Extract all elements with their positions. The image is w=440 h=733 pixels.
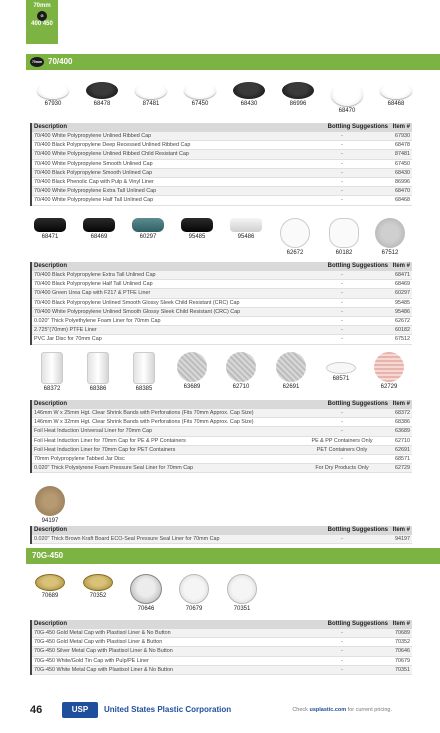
product-table-group2 (30, 262, 412, 345)
product-number: 68571 (332, 376, 350, 382)
gold-cap-icon (83, 574, 113, 591)
row-item: 60297 (395, 290, 410, 297)
product-image (275, 218, 315, 256)
table-row (32, 196, 412, 205)
table-row (32, 150, 412, 159)
side-tab-size: 70mm (33, 3, 51, 9)
row-desc: 70G-450 Silver Metal Cap with Plastisol Liner & No Button (34, 648, 173, 655)
row-sug: - (341, 169, 343, 176)
product-number: 62710 (232, 384, 250, 390)
product-number: 63689 (183, 384, 201, 390)
row-sug: - (341, 410, 343, 416)
row-desc: 70/400 Black Polypropylene Smooth Unlined Cap (34, 169, 153, 176)
row-sug: PET Containers Only (316, 446, 368, 453)
product-image (79, 218, 119, 240)
row-sug: - (341, 188, 343, 195)
product-image (271, 352, 311, 390)
col-suggestions: Bottling Suggestions (327, 401, 388, 407)
row-item: 70689 (395, 630, 410, 636)
product-number: 70646 (137, 606, 155, 612)
row-desc: 146mm W x 25mm Hgt. Clear Shrink Bands with Perforations (Fits 70mm Approx. Cap Size) (34, 410, 254, 416)
black-cap-icon (181, 218, 213, 232)
green-cap-icon (132, 218, 164, 232)
row-sug: - (341, 178, 343, 185)
product-image (177, 218, 217, 240)
product-image (278, 82, 318, 107)
row-item: 70646 (395, 648, 410, 655)
foam-seal-liner-icon (374, 352, 404, 382)
table-row (32, 446, 412, 455)
table-row (32, 535, 412, 544)
product-number: 87481 (142, 101, 160, 107)
product-number: 67450 (191, 101, 209, 107)
product-image (180, 82, 220, 107)
product-number: 95486 (237, 234, 255, 240)
row-desc: 70G-450 Gold Metal Cap with Plastisol Liner & No Button (34, 630, 171, 636)
black-cap-icon (86, 82, 118, 99)
product-number: 86996 (289, 101, 307, 107)
product-image (33, 82, 73, 107)
product-number: 62729 (380, 384, 398, 390)
product-number: 70352 (89, 593, 107, 599)
product-image (321, 352, 361, 382)
row-desc: 146mm W x 32mm Hgt. Clear Shrink Bands with Perforations (Fits 70mm Approx. Cap Size) (34, 419, 254, 426)
side-tab-line2: 400 450 (31, 21, 53, 27)
row-sug: - (341, 455, 343, 462)
table-row (32, 280, 412, 289)
row-sug: - (341, 290, 343, 297)
silver-cap-icon (130, 574, 162, 604)
table-row (32, 455, 412, 464)
black-cap-icon (233, 82, 265, 99)
row-item: 68386 (395, 419, 410, 426)
row-sug: - (341, 428, 343, 435)
row-item: 94197 (395, 536, 410, 542)
white-cap-icon (37, 82, 69, 99)
row-desc: 0.020" Thick Brown Kraft Board ECO-Seal Pressure Seal Liner for 70mm Cap (34, 536, 220, 542)
product-image (221, 352, 261, 390)
product-number: 68430 (240, 101, 258, 107)
product-image (128, 218, 168, 240)
usp-logo (62, 702, 98, 718)
row-item: 63689 (395, 428, 410, 435)
row-item: 67450 (395, 160, 410, 167)
product-number: 70679 (185, 606, 203, 612)
row-sug: - (341, 648, 343, 655)
foil-liner-icon (177, 352, 207, 382)
table-row (32, 427, 412, 436)
row-item: 68469 (395, 281, 410, 288)
table-row (32, 666, 412, 675)
row-item: 70352 (395, 639, 410, 646)
product-image (324, 218, 364, 256)
ptfe-liner-icon (329, 218, 359, 248)
section-header-70g-450 (26, 548, 440, 564)
product-number: 67512 (381, 250, 399, 256)
product-image (124, 352, 164, 392)
table-row (32, 657, 412, 666)
pricing-note (292, 707, 392, 713)
white-cap-icon (380, 82, 412, 99)
product-image (376, 82, 416, 107)
product-number: 68386 (89, 386, 107, 392)
table-row (32, 464, 412, 473)
foam-liner-icon (280, 218, 310, 248)
row-sug: - (341, 657, 343, 664)
logo-text: USP (71, 705, 89, 714)
note-suffix: for current pricing. (347, 707, 392, 713)
product-image (370, 218, 410, 256)
table-row (32, 629, 412, 638)
row-item: 86996 (395, 178, 410, 185)
product-image (32, 352, 72, 392)
product-number: 94197 (41, 518, 59, 524)
table-header (32, 526, 412, 535)
product-image (30, 218, 70, 240)
product-number: 68469 (90, 234, 108, 240)
product-number: 62691 (282, 384, 300, 390)
side-tab (26, 0, 58, 44)
row-sug: - (341, 666, 343, 673)
row-item: 68470 (395, 188, 410, 195)
col-description: Description (34, 263, 68, 269)
white-cap-icon (184, 82, 216, 99)
col-item: Item # (392, 263, 410, 269)
jar-disc-icon (375, 218, 405, 248)
col-description: Description (34, 621, 68, 627)
row-desc: 70mm Polypropylene Tabbed Jar Disc (34, 455, 125, 462)
white-cap-icon (230, 218, 262, 232)
row-sug: - (341, 327, 343, 334)
table-row (32, 132, 412, 141)
shrink-band-icon (41, 352, 63, 384)
row-desc: 70/400 White Polypropylene Unlined Ribbed Cap (34, 133, 152, 139)
product-image (174, 574, 214, 612)
gold-cap-icon (35, 574, 65, 591)
foil-liner-icon (226, 352, 256, 382)
note-prefix: Check (292, 707, 308, 713)
table-row (32, 169, 412, 178)
row-sug: - (341, 197, 343, 204)
table-row (32, 271, 412, 280)
product-number: 68468 (387, 101, 405, 107)
section-title: 70G-450 (32, 551, 64, 560)
row-desc: Foil Heat Induction Universal Liner for 70mm Cap (34, 428, 153, 435)
row-item: 62710 (395, 437, 410, 444)
product-number: 68385 (135, 386, 153, 392)
row-sug: - (341, 160, 343, 167)
row-item: 68468 (395, 197, 410, 204)
col-item: Item # (392, 527, 410, 533)
row-desc: 70/400 Black Polypropylene Deep Recessed Unlined Ribbed Cap (34, 142, 191, 149)
product-image (30, 574, 70, 599)
white-gold-cap-icon (179, 574, 209, 604)
row-item: 62672 (395, 317, 410, 324)
col-description: Description (34, 401, 68, 407)
row-desc: 70G-450 White Metal Cap with Plastisol Liner & No Button (34, 666, 174, 673)
side-tab-badge: G (37, 11, 47, 21)
product-image (222, 574, 262, 612)
black-cap-icon (83, 218, 115, 232)
table-row (32, 178, 412, 187)
table-row (32, 289, 412, 298)
table-row (32, 437, 412, 446)
shrink-band-icon (133, 352, 155, 384)
row-desc: 70/400 White Polypropylene Half Tall Unlined Cap (34, 197, 154, 204)
product-number: 95485 (188, 234, 206, 240)
product-image (229, 82, 269, 107)
row-desc: 70/400 Black Polypropylene Extra Tall Unlined Cap (34, 272, 156, 278)
product-image (172, 352, 212, 390)
product-image (126, 574, 166, 612)
row-sug: - (341, 151, 343, 158)
table-row (32, 326, 412, 335)
col-item: Item # (392, 124, 410, 130)
table-row (32, 335, 412, 344)
row-sug: - (341, 133, 343, 139)
row-desc: 70G-450 White/Gold Tin Cap with Pulp/PE Liner (34, 657, 149, 664)
row-item: 68471 (395, 272, 410, 278)
row-desc: 70/400 Black Polypropylene Unlined Smooth Glossy Sleek Child Resistant (CRC) Cap (34, 299, 240, 306)
row-sug: For Dry Products Only (315, 465, 369, 472)
product-table-group1 (30, 123, 412, 206)
row-desc: 70/400 White Polypropylene Unlined Smooth Glossy Sleek Child Resistant (CRC) Cap (34, 308, 241, 315)
col-description: Description (34, 527, 68, 533)
product-image (226, 218, 266, 240)
row-sug: - (341, 281, 343, 288)
row-item: 68571 (395, 455, 410, 462)
black-cap-icon (34, 218, 66, 232)
table-row (32, 638, 412, 647)
corporation-name: United States Plastic Corporation (104, 705, 232, 714)
row-sug: - (341, 419, 343, 426)
table-row (32, 160, 412, 169)
row-item: 95486 (395, 308, 410, 315)
row-item: 68372 (395, 410, 410, 416)
table-row (32, 418, 412, 427)
col-suggestions: Bottling Suggestions (327, 263, 388, 269)
size-badge-icon: 70mm (30, 57, 44, 67)
row-item: 95485 (395, 299, 410, 306)
row-desc: PVC Jar Disc for 70mm Cap (34, 336, 102, 343)
row-desc: 70/400 Black Phenolic Cap with Pulp & Vinyl Liner (34, 178, 154, 185)
foil-liner-icon (276, 352, 306, 382)
jar-disc-icon (326, 362, 356, 374)
product-image (369, 352, 409, 390)
row-sug: - (341, 336, 343, 343)
row-desc: 70/400 White Polypropylene Smooth Unlined Cap (34, 160, 153, 167)
col-item: Item # (392, 401, 410, 407)
section-header-70-400 (26, 54, 440, 70)
product-image (78, 352, 118, 392)
row-item: 60182 (395, 327, 410, 334)
row-sug: - (341, 639, 343, 646)
row-sug: - (341, 317, 343, 324)
page-number: 46 (30, 704, 43, 716)
product-number: 68471 (41, 234, 59, 240)
table-row (32, 308, 412, 317)
row-sug: PE & PP Containers Only (311, 437, 373, 444)
row-item: 70351 (395, 666, 410, 673)
product-number: 68470 (338, 108, 356, 114)
row-item: 62691 (395, 446, 410, 453)
row-desc: 70/400 Green Urea Cap with F217 & PTFE Liner (34, 290, 151, 297)
row-sug: - (341, 536, 343, 542)
product-number: 62672 (286, 250, 304, 256)
row-sug: - (341, 308, 343, 315)
table-row (32, 299, 412, 308)
table-row (32, 409, 412, 418)
product-table-group5 (30, 620, 412, 675)
row-desc: 70G-450 Gold Metal Cap with Plastisol Liner & Button (34, 639, 163, 646)
row-item: 68430 (395, 169, 410, 176)
product-number: 70689 (41, 593, 59, 599)
product-number: 70351 (233, 606, 251, 612)
row-item: 87481 (395, 151, 410, 158)
white-cap-icon (135, 82, 167, 99)
table-row (32, 317, 412, 326)
row-desc: Foil Heat Induction Liner for 70mm Cap for PE & PP Containers (34, 437, 186, 444)
product-image (327, 82, 367, 114)
page-footer (0, 700, 440, 733)
product-number: 68478 (93, 101, 111, 107)
row-desc: Foil Heat Induction Liner for 70mm Cap for PET Containers (34, 446, 176, 453)
product-image (78, 574, 118, 599)
table-header (32, 262, 412, 271)
table-row (32, 141, 412, 150)
white-cap-icon (227, 574, 257, 604)
row-sug: - (341, 272, 343, 278)
table-header (32, 620, 412, 629)
kraft-liner-icon (35, 486, 65, 516)
shrink-band-icon (87, 352, 109, 384)
table-row (32, 647, 412, 656)
white-tall-cap-icon (331, 82, 363, 106)
row-desc: 0.020" Thick Polystyrene Foam Pressure Seal Liner for 70mm Cap (34, 465, 194, 472)
row-item: 67512 (395, 336, 410, 343)
row-item: 70679 (395, 657, 410, 664)
product-image (30, 486, 70, 524)
product-number: 67930 (44, 101, 62, 107)
table-header (32, 400, 412, 409)
col-suggestions: Bottling Suggestions (327, 621, 388, 627)
product-image (131, 82, 171, 107)
row-sug: - (341, 142, 343, 149)
website-link[interactable]: usplastic.com (309, 707, 347, 713)
row-desc: 2.725"(70mm) PTFE Liner (34, 327, 97, 334)
product-number: 68372 (43, 386, 61, 392)
product-table-group4 (30, 526, 412, 544)
product-number: 60182 (335, 250, 353, 256)
row-sug: - (341, 299, 343, 306)
row-item: 67930 (395, 133, 410, 139)
product-image (82, 82, 122, 107)
table-row (32, 187, 412, 196)
black-cap-icon (282, 82, 314, 99)
row-sug: - (341, 630, 343, 636)
table-header (32, 123, 412, 132)
section-title: 70/400 (48, 57, 73, 66)
row-desc: 70/400 White Polypropylene Unlined Ribbed Child Resistant Cap (34, 151, 189, 158)
row-desc: 70/400 White Polypropylene Extra Tall Unlined Cap (34, 188, 157, 195)
col-suggestions: Bottling Suggestions (327, 527, 388, 533)
row-desc: 70/400 Black Polypropylene Half Tall Unlined Cap (34, 281, 153, 288)
col-description: Description (34, 124, 68, 130)
product-number: 60297 (139, 234, 157, 240)
row-item: 68478 (395, 142, 410, 149)
col-item: Item # (392, 621, 410, 627)
product-table-group3 (30, 400, 412, 473)
row-item: 62729 (395, 465, 410, 472)
col-suggestions: Bottling Suggestions (327, 124, 388, 130)
row-desc: 0.020" Thick Polyethylene Foam Liner for 70mm Cap (34, 317, 161, 324)
